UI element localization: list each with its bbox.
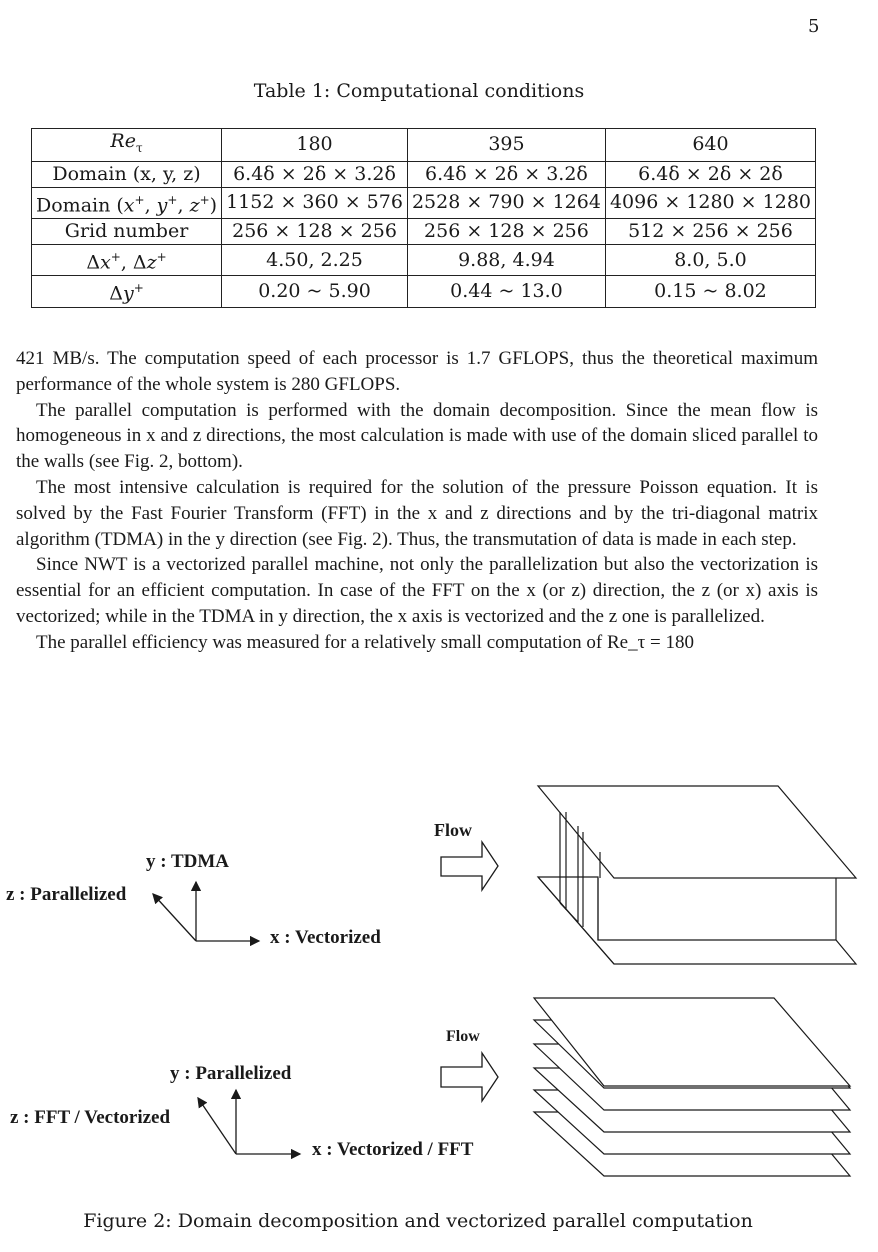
- table-cell: 4.50, 2.25: [222, 245, 408, 276]
- top-x-label: x : Vectorized: [270, 927, 381, 948]
- header-cell: 640: [605, 129, 815, 162]
- paragraph: The most intensive calculation is required for the solution of the pressure Poisson equation. It is solved by the Fast Fourier Transform (FFT) in the x and z directions and by the tri-diagonal matrix algorithm (TDMA) in the y direction (see Fig. 2). Thus, the transmutation of data is made in each step.: [16, 476, 818, 550]
- top-y-label: y : TDMA: [146, 851, 230, 872]
- paragraph: The parallel computation is performed with the domain decomposition. Since the mean flow is homogeneous in x and z directions, the most calculation is made with use of the domain sliced parallel to the walls (see Fig. 2, bottom).: [16, 399, 818, 473]
- table-cell: 6.4δ × 2δ × 2δ: [605, 161, 815, 187]
- row-label-delta-x-z: Δx+, Δz+: [32, 245, 222, 276]
- top-domain-block: [538, 786, 856, 964]
- table-cell: 256 × 128 × 256: [222, 219, 408, 245]
- table-cell: 1152 × 360 × 576: [222, 187, 408, 218]
- table-cell: 0.15 ~ 8.02: [605, 276, 815, 307]
- bottom-z-label: z : FFT / Vectorized: [10, 1107, 171, 1128]
- table-cell: 0.44 ~ 13.0: [407, 276, 605, 307]
- header-cell: 395: [407, 129, 605, 162]
- top-flow-label: Flow: [434, 820, 472, 840]
- header-cell: 180: [222, 129, 408, 162]
- header-re-tau: $Re_\tau$: [32, 129, 222, 162]
- top-flow-arrow-icon: [441, 842, 498, 890]
- table-cell: 2528 × 790 × 1264: [407, 187, 605, 218]
- row-label: Domain (x, y, z): [32, 161, 222, 187]
- table-cell: 512 × 256 × 256: [605, 219, 815, 245]
- table-cell: 9.88, 4.94: [407, 245, 605, 276]
- top-axes: [153, 882, 259, 941]
- figure-caption: Figure 2: Domain decomposition and vectorized parallel computation: [83, 1210, 753, 1232]
- table-cell: 6.4δ × 2δ × 3.2δ: [407, 161, 605, 187]
- row-label-domain-plus: Domain (x+, y+, z+): [32, 187, 222, 218]
- table-cell: 6.4δ × 2δ × 3.2δ: [222, 161, 408, 187]
- top-z-label: z : Parallelized: [6, 884, 127, 905]
- row-label: Grid number: [32, 219, 222, 245]
- row-label-delta-y: Δy+: [32, 276, 222, 307]
- top-z-axis: [153, 894, 196, 941]
- bottom-x-label: x : Vectorized / FFT: [312, 1139, 474, 1160]
- bottom-axes: [198, 1090, 300, 1154]
- paragraph: The parallel efficiency was measured for a relatively small computation of Re_τ = 180: [36, 631, 694, 653]
- bottom-flow-arrow-icon: [441, 1053, 498, 1101]
- bottom-y-label: y : Parallelized: [170, 1063, 292, 1084]
- bottom-domain-slabs: [534, 998, 850, 1176]
- bottom-flow-label: Flow: [446, 1028, 480, 1045]
- table-cell: 0.20 ~ 5.90: [222, 276, 408, 307]
- bottom-z-axis: [198, 1098, 236, 1154]
- paragraph: Since NWT is a vectorized parallel machine, not only the parallelization but also the vectorization is essential for an efficient computation. In case of the FFT on the x (or z) direction, the z (or x) axis is vectorized; while in the TDMA in y direction, the x axis is vectorized and the z one is parallelized.: [16, 554, 818, 627]
- table-cell: 8.0, 5.0: [605, 245, 815, 276]
- table-cell: 256 × 128 × 256: [407, 219, 605, 245]
- table-cell: 4096 × 1280 × 1280: [605, 187, 815, 218]
- paragraph: 421 MB/s. The computation speed of each processor is 1.7 GFLOPS, thus the theoretical maximum performance of the whole system is 280 GFLOPS.: [16, 348, 818, 395]
- table-caption: Table 1: Computational conditions: [253, 80, 585, 102]
- page-number: 5: [808, 16, 820, 37]
